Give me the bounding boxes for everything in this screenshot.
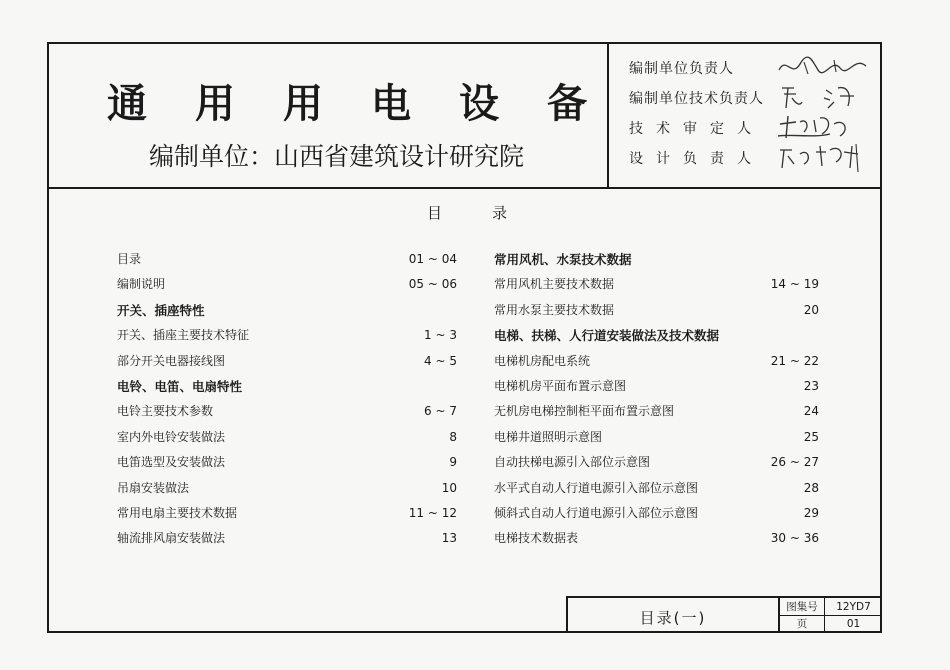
atlas-number: 12YD7: [825, 598, 882, 616]
signature-label: 编制单位负责人: [629, 61, 734, 77]
toc-entry-pages: 13: [441, 531, 457, 546]
toc-entry-pages: 6 ~ 7: [424, 404, 457, 419]
toc-entry-pages: 23: [803, 378, 819, 393]
signature-row: [629, 148, 879, 174]
sheet-name: 目录(一): [568, 598, 780, 633]
toc-entry-pages: 4 ~ 5: [424, 353, 457, 368]
toc-entry-title: 吊扇安装做法: [117, 480, 190, 495]
toc-section-heading: [117, 374, 457, 399]
handwritten-signature: [774, 112, 874, 142]
toc-entry-pages: 26 ~ 27: [770, 455, 819, 470]
handwritten-signature: [774, 82, 874, 112]
toc-entry-title: 电梯技术数据表: [494, 531, 579, 546]
toc-entry-title: 轴流排风扇安装做法: [117, 531, 226, 546]
toc-entry: [494, 272, 819, 297]
toc-entry: [117, 526, 457, 551]
toc-entry-pages: 8: [449, 429, 457, 444]
toc-entry-title: 常用风机、水泵技术数据: [494, 252, 632, 267]
signature-divider: [607, 44, 609, 187]
toc-entry-title: 电梯、扶梯、人行道安装做法及技术数据: [494, 328, 720, 344]
toc-entry: [494, 374, 819, 399]
toc-entry-title: 室内外电铃安装做法: [117, 429, 226, 444]
handwritten-signature: [774, 142, 874, 172]
toc-heading: 目录: [427, 204, 558, 222]
toc-entry-title: 部分开关电器接线图: [117, 353, 226, 368]
toc-entry-pages: 14 ~ 19: [770, 277, 819, 292]
toc-entry: [494, 349, 819, 374]
toc-entry: [117, 501, 457, 526]
signature-label: 编制单位技术负责人: [629, 91, 764, 107]
toc-entry-pages: 24: [803, 404, 819, 419]
toc-entry-title: 电梯井道照明示意图: [494, 429, 603, 444]
toc-entry-pages: 30 ~ 36: [770, 531, 819, 546]
toc-entry-title: 常用电扇主要技术数据: [117, 505, 238, 520]
toc-entry-title: 编制说明: [117, 277, 166, 292]
toc-entry-pages: 29: [803, 505, 819, 520]
page-number: 01: [846, 618, 861, 630]
toc-entry: [494, 501, 819, 526]
toc-entry: [117, 425, 457, 450]
toc-entry: [494, 425, 819, 450]
drawing-frame: [47, 42, 882, 633]
toc-entry: [117, 399, 457, 424]
toc-entry-title: 开关、插座特性: [117, 302, 205, 318]
toc-entry-pages: 10: [441, 480, 457, 495]
toc-entry-pages: 05 ~ 06: [408, 277, 457, 292]
toc-entry-title: 倾斜式自动人行道电源引入部位示意图: [494, 505, 699, 520]
atlas-number-label: 图集号: [780, 598, 825, 616]
toc-entry-title: 电铃主要技术参数: [117, 404, 214, 419]
toc-left-column: [117, 247, 457, 552]
toc-entry: [117, 247, 457, 272]
toc-entry-pages: 11 ~ 12: [408, 505, 457, 520]
header-divider: [49, 187, 880, 189]
toc-section-heading: [494, 323, 819, 348]
toc-entry-title: 电梯机房平面布置示意图: [494, 378, 627, 393]
toc-entry: [117, 476, 457, 501]
signature-label: 设计负责人: [629, 151, 764, 167]
toc-entry-title: 电梯机房配电系统: [494, 353, 591, 368]
toc-entry-title: 常用水泵主要技术数据: [494, 302, 615, 317]
toc-entry-pages: 21 ~ 22: [770, 353, 819, 368]
drawing-title: 通用用电设备: [107, 81, 635, 127]
toc-entry-title: 常用风机主要技术数据: [494, 277, 615, 292]
signature-row: [629, 88, 879, 114]
signature-row: [629, 118, 879, 144]
toc-entry-pages: 9: [449, 455, 457, 470]
signature-row: [629, 58, 879, 84]
toc-entry-title: 水平式自动人行道电源引入部位示意图: [494, 480, 699, 495]
toc-entry-title: 开关、插座主要技术特征: [117, 328, 250, 343]
toc-entry: [117, 349, 457, 374]
toc-entry-pages: 1 ~ 3: [424, 328, 457, 343]
handwritten-signature: [774, 52, 874, 82]
title-block: [566, 596, 882, 633]
toc-entry: [494, 526, 819, 551]
toc-entry: [494, 476, 819, 501]
toc-entry-title: 电笛选型及安装做法: [117, 455, 226, 470]
page-label: 页: [780, 616, 825, 633]
toc-entry-pages: 28: [803, 480, 819, 495]
toc-section-heading: [494, 247, 819, 272]
toc-entry: [494, 298, 819, 323]
toc-entry-title: 无机房电梯控制柜平面布置示意图: [494, 404, 675, 419]
toc-entry-pages: 01 ~ 04: [408, 252, 457, 266]
toc-section-heading: [117, 298, 457, 323]
toc-entry-pages: 20: [803, 302, 819, 317]
toc-entry: [117, 323, 457, 348]
toc-entry: [494, 399, 819, 424]
toc-right-column: [494, 247, 819, 552]
compiling-organization: 编制单位：山西省建筑设计研究院: [149, 142, 525, 171]
toc-entry: [117, 272, 457, 297]
toc-entry: [117, 450, 457, 475]
toc-entry: [494, 450, 819, 475]
toc-entry-title: 自动扶梯电源引入部位示意图: [494, 455, 651, 470]
toc-entry-title: 目录: [117, 252, 142, 266]
toc-entry-title: 电铃、电笛、电扇特性: [117, 378, 243, 394]
signature-label: 技术审定人: [629, 121, 764, 137]
toc-entry-pages: 25: [803, 429, 819, 444]
